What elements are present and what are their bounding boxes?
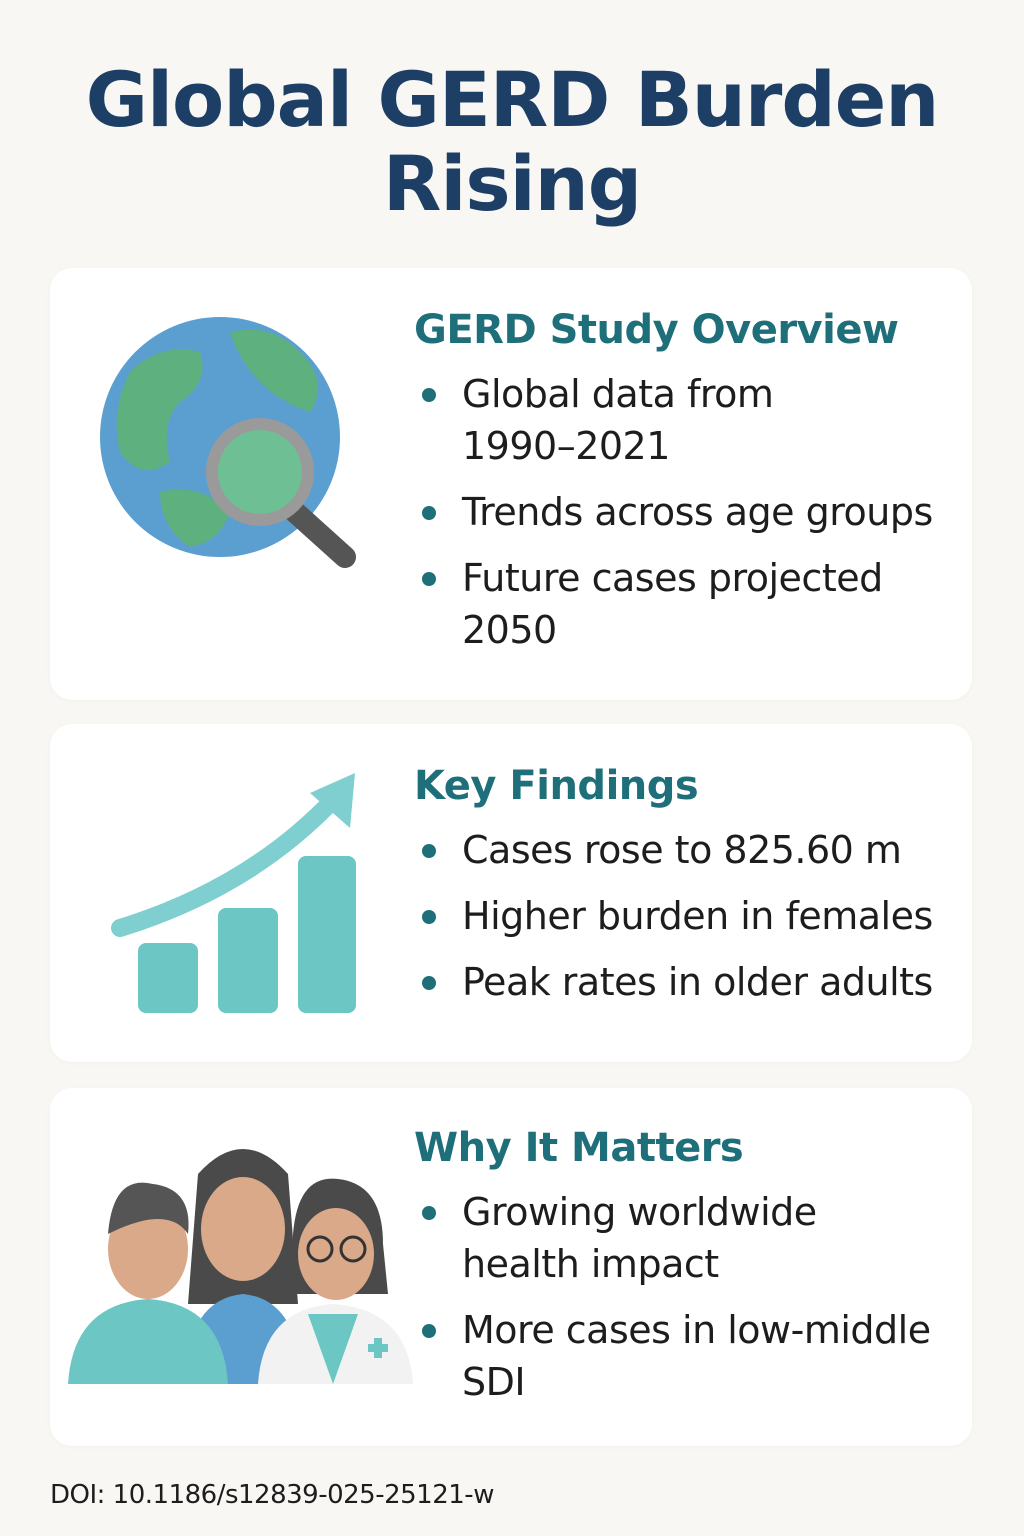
bullet-item: Cases rose to 825.60 m bbox=[414, 824, 972, 876]
section-heading: Key Findings bbox=[414, 763, 699, 809]
bullet-item: Trends across age groups bbox=[414, 486, 972, 538]
card-why-it-matters bbox=[50, 1088, 972, 1446]
section-text bbox=[414, 1124, 972, 1408]
card-key-findings bbox=[50, 724, 972, 1062]
bullet-list bbox=[414, 1186, 972, 1408]
globe-magnifier-icon bbox=[100, 312, 370, 572]
bullet-item: Higher burden in females bbox=[414, 890, 972, 942]
bullet-item: Peak rates in older adults bbox=[414, 956, 972, 1008]
doi-citation: DOI: 10.1186/s12839-025-25121-w bbox=[50, 1480, 494, 1510]
section-text bbox=[414, 306, 972, 656]
bullet-list bbox=[414, 824, 972, 1008]
page-title: Global GERD Burden Rising bbox=[85, 55, 939, 228]
section-heading: Why It Matters bbox=[414, 1125, 744, 1171]
bullet-list bbox=[414, 368, 972, 656]
section-text bbox=[414, 762, 972, 1008]
bullet-item: Future cases projected 2050 bbox=[414, 552, 914, 656]
section-heading: GERD Study Overview bbox=[414, 307, 899, 353]
card-study-overview bbox=[50, 268, 972, 700]
people-group-icon bbox=[68, 1134, 418, 1384]
bullet-item: Growing worldwide health impact bbox=[414, 1186, 854, 1290]
bullet-item: Global data from 1990–2021 bbox=[414, 368, 804, 472]
rising-bar-chart-icon bbox=[110, 768, 370, 1018]
bullet-item: More cases in low-middle SDI bbox=[414, 1304, 954, 1408]
